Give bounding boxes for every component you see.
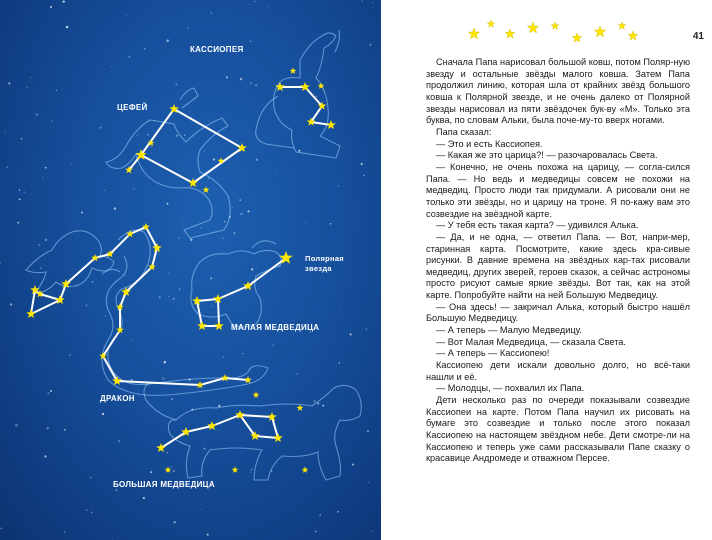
background-star xyxy=(162,377,164,379)
background-star xyxy=(250,41,252,43)
background-star xyxy=(51,120,53,122)
background-star xyxy=(38,244,40,246)
background-star xyxy=(114,207,116,209)
text-page xyxy=(381,0,712,540)
background-star xyxy=(338,185,339,186)
background-star xyxy=(319,514,321,516)
background-star xyxy=(365,277,366,278)
background-star xyxy=(69,354,70,355)
background-star xyxy=(45,167,47,169)
paragraph: — Вот Малая Медведица, — сказала Света. xyxy=(436,336,626,347)
background-star xyxy=(178,237,179,238)
background-star xyxy=(340,306,341,307)
background-star xyxy=(182,223,183,224)
star xyxy=(203,187,210,193)
background-star xyxy=(0,527,2,529)
star xyxy=(297,405,304,411)
background-star xyxy=(105,190,106,191)
decorative-star-icon xyxy=(505,29,515,38)
background-star xyxy=(249,4,250,5)
background-star xyxy=(208,178,209,179)
background-star xyxy=(251,469,252,470)
background-star xyxy=(314,400,316,402)
background-star xyxy=(211,12,212,13)
background-star xyxy=(40,267,42,269)
paragraph: — А теперь — Малую Медведицу. xyxy=(436,325,582,336)
background-star xyxy=(317,402,319,404)
background-star xyxy=(144,48,146,50)
decorative-star-icon xyxy=(594,26,605,37)
star xyxy=(156,443,166,452)
star xyxy=(116,326,124,333)
star xyxy=(253,392,260,398)
draco-figure xyxy=(26,231,114,294)
background-star xyxy=(366,328,367,329)
background-star xyxy=(19,198,21,200)
ursa-minor-figure xyxy=(191,250,281,327)
background-star xyxy=(372,531,373,532)
background-star xyxy=(247,210,249,212)
background-star xyxy=(316,96,317,97)
draco-line-2 xyxy=(60,227,248,385)
background-star xyxy=(151,145,153,147)
decorative-star-icon xyxy=(527,22,538,33)
star xyxy=(273,433,283,442)
background-star xyxy=(126,14,127,15)
background-star xyxy=(50,390,52,392)
background-star xyxy=(171,398,172,399)
star xyxy=(235,410,245,419)
background-star xyxy=(184,135,186,137)
background-star xyxy=(102,413,104,415)
background-star xyxy=(168,273,169,274)
background-star xyxy=(322,405,324,407)
background-star xyxy=(26,87,27,88)
background-star xyxy=(361,0,362,1)
paragraph: — Какая же это царица?! — разочаровалась Света. xyxy=(436,150,658,161)
background-star xyxy=(276,172,277,173)
background-star xyxy=(240,213,242,215)
background-star xyxy=(223,356,225,358)
background-star xyxy=(173,298,175,300)
decorative-star-icon xyxy=(487,20,495,27)
star xyxy=(207,421,217,430)
background-star xyxy=(210,277,212,279)
background-star xyxy=(159,296,161,298)
background-star xyxy=(100,127,102,129)
background-star xyxy=(173,470,175,472)
background-star xyxy=(124,275,125,276)
background-star xyxy=(91,512,92,513)
draco-label: ДРАКОН xyxy=(100,394,135,403)
background-star xyxy=(352,464,354,466)
background-star xyxy=(188,27,189,28)
background-star xyxy=(10,303,12,305)
background-star xyxy=(86,509,87,510)
background-star xyxy=(224,221,225,222)
star xyxy=(290,68,297,74)
page-number: 41 xyxy=(692,31,704,42)
cassiopeia-label: КАССИОПЕЯ xyxy=(190,45,244,54)
background-star xyxy=(368,482,369,483)
background-star xyxy=(101,516,102,517)
background-star xyxy=(186,302,187,303)
background-star xyxy=(15,424,18,427)
star xyxy=(214,321,224,330)
star xyxy=(244,376,252,383)
background-star xyxy=(131,379,133,381)
background-star xyxy=(90,477,92,479)
background-star xyxy=(330,223,332,225)
background-star xyxy=(50,6,52,8)
background-star xyxy=(96,256,97,257)
background-star xyxy=(201,227,202,228)
background-star xyxy=(297,374,298,375)
background-star xyxy=(36,113,38,115)
background-star xyxy=(71,164,72,165)
ursa-major-line xyxy=(161,415,278,448)
background-star xyxy=(105,316,106,317)
background-star xyxy=(164,361,167,364)
background-star xyxy=(363,175,365,177)
background-star xyxy=(203,447,205,449)
paragraph: — А теперь — Кассиопею! xyxy=(436,348,550,359)
background-star xyxy=(44,455,46,457)
ursa-major-figure xyxy=(168,385,361,480)
paragraph: Дети несколько раз по очереди показывали созвездие Кассиопеи на карте. Потом Папа научил их рисовать на бумаге это созвездие и только после этого показал Кассиопею на настоящем звёздном небе. Дети смотре-ли на Кассиопею и теперь уже сами рассказывали Папе сказку о красавице Андромеде и отважном Персее. xyxy=(426,395,690,464)
star xyxy=(26,309,36,318)
background-star xyxy=(166,39,169,42)
star xyxy=(188,178,198,187)
background-star xyxy=(315,531,317,533)
star xyxy=(197,321,207,330)
background-star xyxy=(250,82,252,84)
star xyxy=(275,82,285,91)
cepheus-figure xyxy=(106,118,230,238)
ursa-minor-line xyxy=(197,258,286,326)
ursa-major-label: БОЛЬШАЯ МЕДВЕДИЦА xyxy=(113,480,215,489)
star xyxy=(221,374,229,381)
background-star xyxy=(242,353,243,354)
background-star xyxy=(174,521,176,523)
star xyxy=(196,381,204,388)
background-star xyxy=(211,306,212,307)
polaris-label: Полярная звезда xyxy=(305,254,344,273)
background-star xyxy=(254,1,255,2)
background-star xyxy=(66,26,69,29)
ursa-minor-label: МАЛАЯ МЕДВЕДИЦА xyxy=(231,323,320,332)
background-star xyxy=(268,7,269,8)
background-star xyxy=(151,153,152,154)
background-star xyxy=(273,345,274,346)
background-star xyxy=(337,511,338,512)
background-star xyxy=(201,509,202,510)
background-star xyxy=(349,333,351,335)
paragraph: — Конечно, не очень похожа на царицу, — согла-сился Папа. — Но ведь и медведицы совсем не похожи на медведиц. Просто люди так придумали. А рисовали они не только эти звёзды, но и царицу на троне. Я по-кажу вам это созвездие на звёздной карте. xyxy=(426,161,690,219)
background-star xyxy=(234,232,236,234)
background-star xyxy=(112,539,113,540)
draco-line xyxy=(31,290,60,314)
background-star xyxy=(134,189,135,190)
background-star xyxy=(63,0,65,2)
decorative-star-icon xyxy=(468,28,479,39)
background-star xyxy=(94,260,95,261)
paragraph: Папа сказал: xyxy=(436,126,492,137)
paragraph: Сначала Папа нарисовал большой ковш, потом Поляр-ную звезду и остальные звёзды малого ковша. Затем Папа продолжил линию, которая шла от крайних звёзд большого ковша к Полярной звезде, и не очень далеко от Полярной звезды нарисовал из пяти звёздочек бук-ву «М». Только эта буква, по словам Альки, была поче-му-то вверх ногами. xyxy=(426,57,690,126)
background-star xyxy=(226,76,228,78)
background-star xyxy=(143,497,145,499)
background-star xyxy=(85,304,87,306)
paragraph: — Молодцы, — похвалил их Папа. xyxy=(436,383,585,394)
background-star xyxy=(190,239,192,241)
decorative-star-icon xyxy=(551,22,559,29)
background-star xyxy=(118,440,120,442)
background-star xyxy=(24,191,25,192)
background-star xyxy=(56,90,57,91)
paragraph: — У тебя есть такая карта? — удивился Алька. xyxy=(436,220,639,231)
background-star xyxy=(255,84,257,86)
background-star xyxy=(207,534,209,536)
cepheus-line xyxy=(141,109,242,183)
background-star xyxy=(240,78,242,80)
background-star xyxy=(137,135,138,136)
star xyxy=(232,467,239,473)
background-star xyxy=(45,239,48,242)
background-star xyxy=(92,281,94,283)
story-text xyxy=(426,57,690,465)
background-star xyxy=(42,177,43,178)
background-star xyxy=(17,222,19,224)
star xyxy=(302,467,309,473)
background-star xyxy=(166,452,168,454)
decorative-star-icon xyxy=(628,31,638,40)
cassiopeia-figure xyxy=(274,33,340,158)
background-star xyxy=(175,84,177,86)
background-star xyxy=(47,392,49,394)
background-star xyxy=(367,430,369,432)
background-star xyxy=(369,44,371,46)
background-star xyxy=(81,211,83,213)
background-star xyxy=(361,163,363,165)
background-star xyxy=(46,427,48,429)
background-star xyxy=(251,268,253,270)
background-star xyxy=(232,207,233,208)
background-star xyxy=(179,288,181,290)
background-star xyxy=(339,362,340,363)
background-star xyxy=(167,203,169,205)
decorative-star-icon xyxy=(572,33,582,42)
background-star xyxy=(213,158,215,160)
background-star xyxy=(64,20,65,21)
background-star xyxy=(8,82,10,84)
background-star xyxy=(21,138,23,140)
background-star xyxy=(204,150,205,151)
background-star xyxy=(171,466,173,468)
paragraph: — Да, и не одна, — ответил Папа. — Вот, напри-мер, старинная карта. Посмотрите, какие здесь кра-сивые рисунки. В давние времена на звёздных кар-тах рисовали медведиц, других зверей, героев сказок, а сейчас астрономы просто рисуют самые яркие звёзды. Вот так, как на этой карте. Попробуйте найти на ней Большую Медведицу. xyxy=(426,231,690,301)
background-star xyxy=(176,135,178,137)
background-star xyxy=(301,73,302,74)
background-star xyxy=(115,489,117,491)
background-star xyxy=(6,166,8,168)
background-star xyxy=(5,132,6,133)
background-star xyxy=(64,531,66,533)
background-star xyxy=(0,262,1,264)
background-star xyxy=(29,475,30,476)
decorative-star-icon xyxy=(618,22,626,29)
cepheus-label: ЦЕФЕЙ xyxy=(117,103,148,112)
background-star xyxy=(256,159,258,161)
header-stars xyxy=(381,0,712,60)
background-star xyxy=(298,150,300,152)
background-star xyxy=(31,77,32,78)
background-star xyxy=(223,238,224,239)
background-star xyxy=(240,199,241,200)
background-star xyxy=(147,134,148,135)
background-star xyxy=(64,429,66,431)
background-star xyxy=(150,471,152,473)
background-star xyxy=(131,340,132,341)
background-star xyxy=(128,56,130,58)
background-star xyxy=(19,189,20,190)
background-star xyxy=(250,471,251,472)
paragraph: Кассиопею дети искали довольно долго, но всё-таки нашли и её. xyxy=(426,360,690,382)
star xyxy=(165,467,172,473)
background-star xyxy=(373,2,374,3)
paragraph: — Это и есть Кассиопея. xyxy=(436,138,543,149)
background-star xyxy=(305,222,306,223)
background-star xyxy=(168,296,169,297)
background-star xyxy=(111,66,112,67)
paragraph: — Она здесь! — закричал Алька, который быстро нашёл Большую Медведицу. xyxy=(426,301,690,324)
star xyxy=(112,376,122,385)
